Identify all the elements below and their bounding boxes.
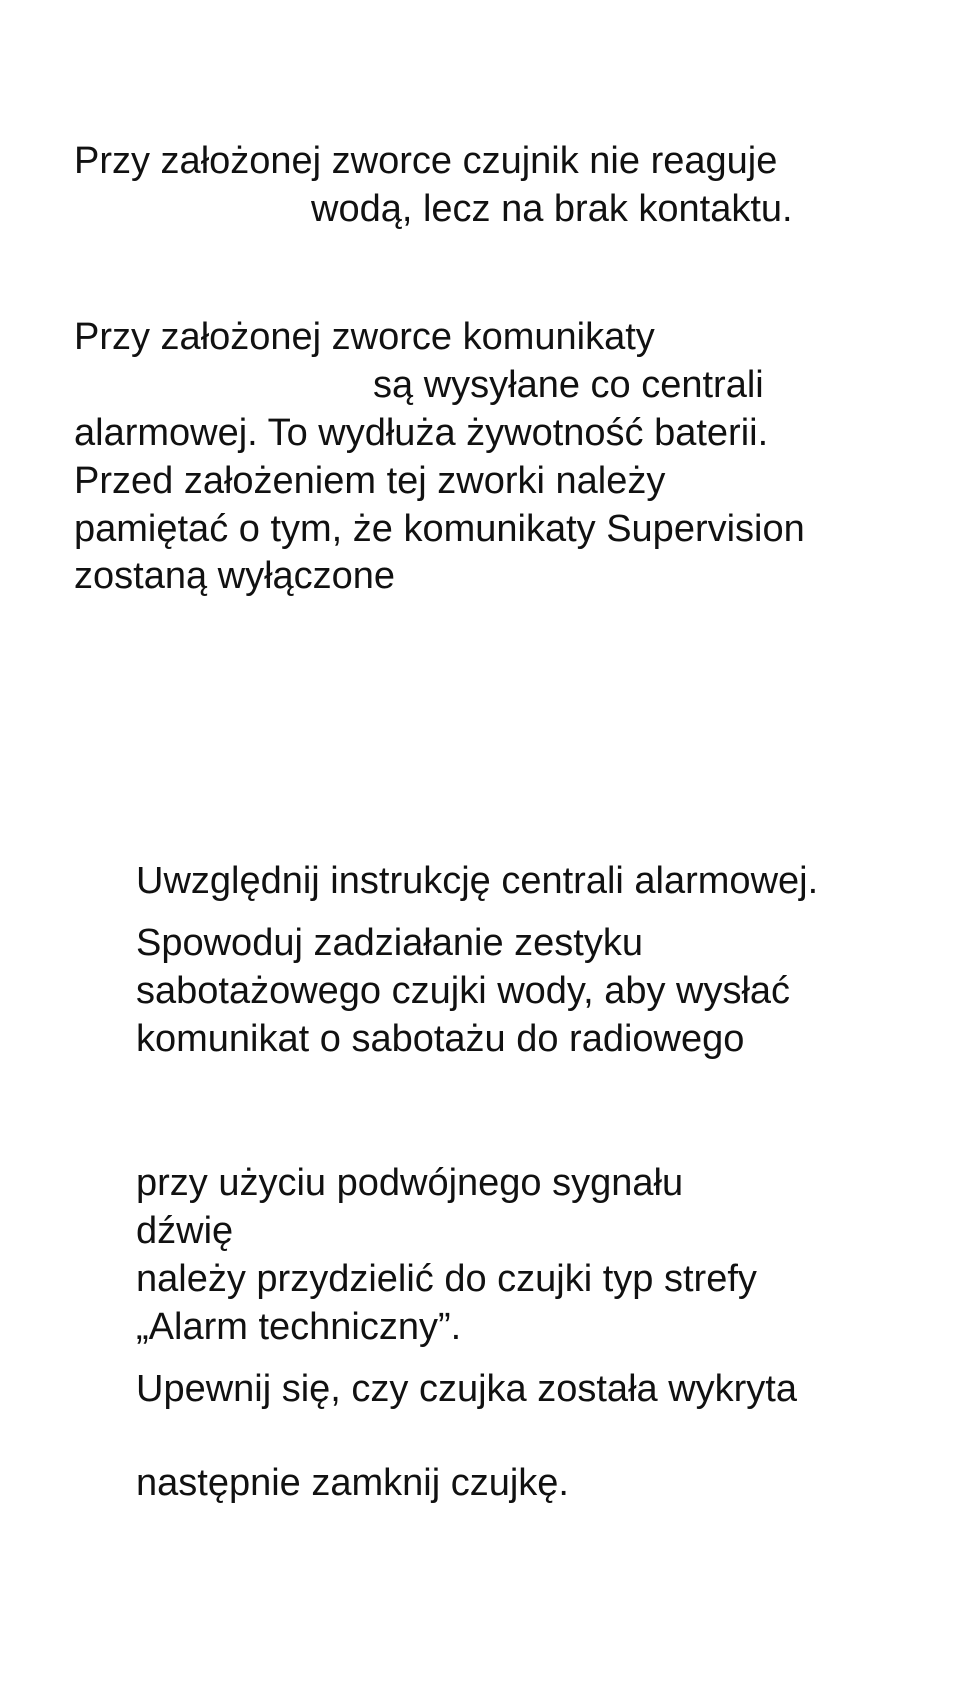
text-line: są wysyłane co centrali	[373, 364, 764, 406]
step-2-text: komunikat o sabotażu do radiowego	[136, 1018, 745, 1060]
text-line: Przy założonej zworce czujnik nie reaguje	[74, 140, 778, 182]
text-line: pamiętać o tym, że komunikaty Supervision	[74, 508, 805, 550]
text-line: alarmowej. To wydłuża żywotność baterii.	[74, 412, 769, 454]
step-3-text: dźwię	[136, 1210, 234, 1252]
step-3-text: należy przydzielić do czujki typ strefy	[136, 1258, 757, 1300]
text-line: zostaną wyłączone	[74, 555, 396, 597]
step-2-text: Spowoduj zadziałanie zestyku	[136, 922, 643, 964]
text-line: wodą, lecz na brak kontaktu.	[311, 188, 793, 230]
step-3-text: „Alarm techniczny”.	[136, 1306, 462, 1348]
step-1-text: Uwzględnij instrukcję centrali alarmowej.	[136, 860, 819, 902]
step-2-text: sabotażowego czujki wody, aby wysłać	[136, 970, 791, 1012]
step-4-text: Upewnij się, czy czujka została wykryta	[136, 1368, 797, 1410]
step-5-text: następnie zamknij czujkę.	[136, 1462, 569, 1504]
text-line: Przy założonej zworce komunikaty	[74, 316, 655, 358]
step-3-text: przy użyciu podwójnego sygnału	[136, 1162, 684, 1204]
text-line: Przed założeniem tej zworki należy	[74, 460, 666, 502]
